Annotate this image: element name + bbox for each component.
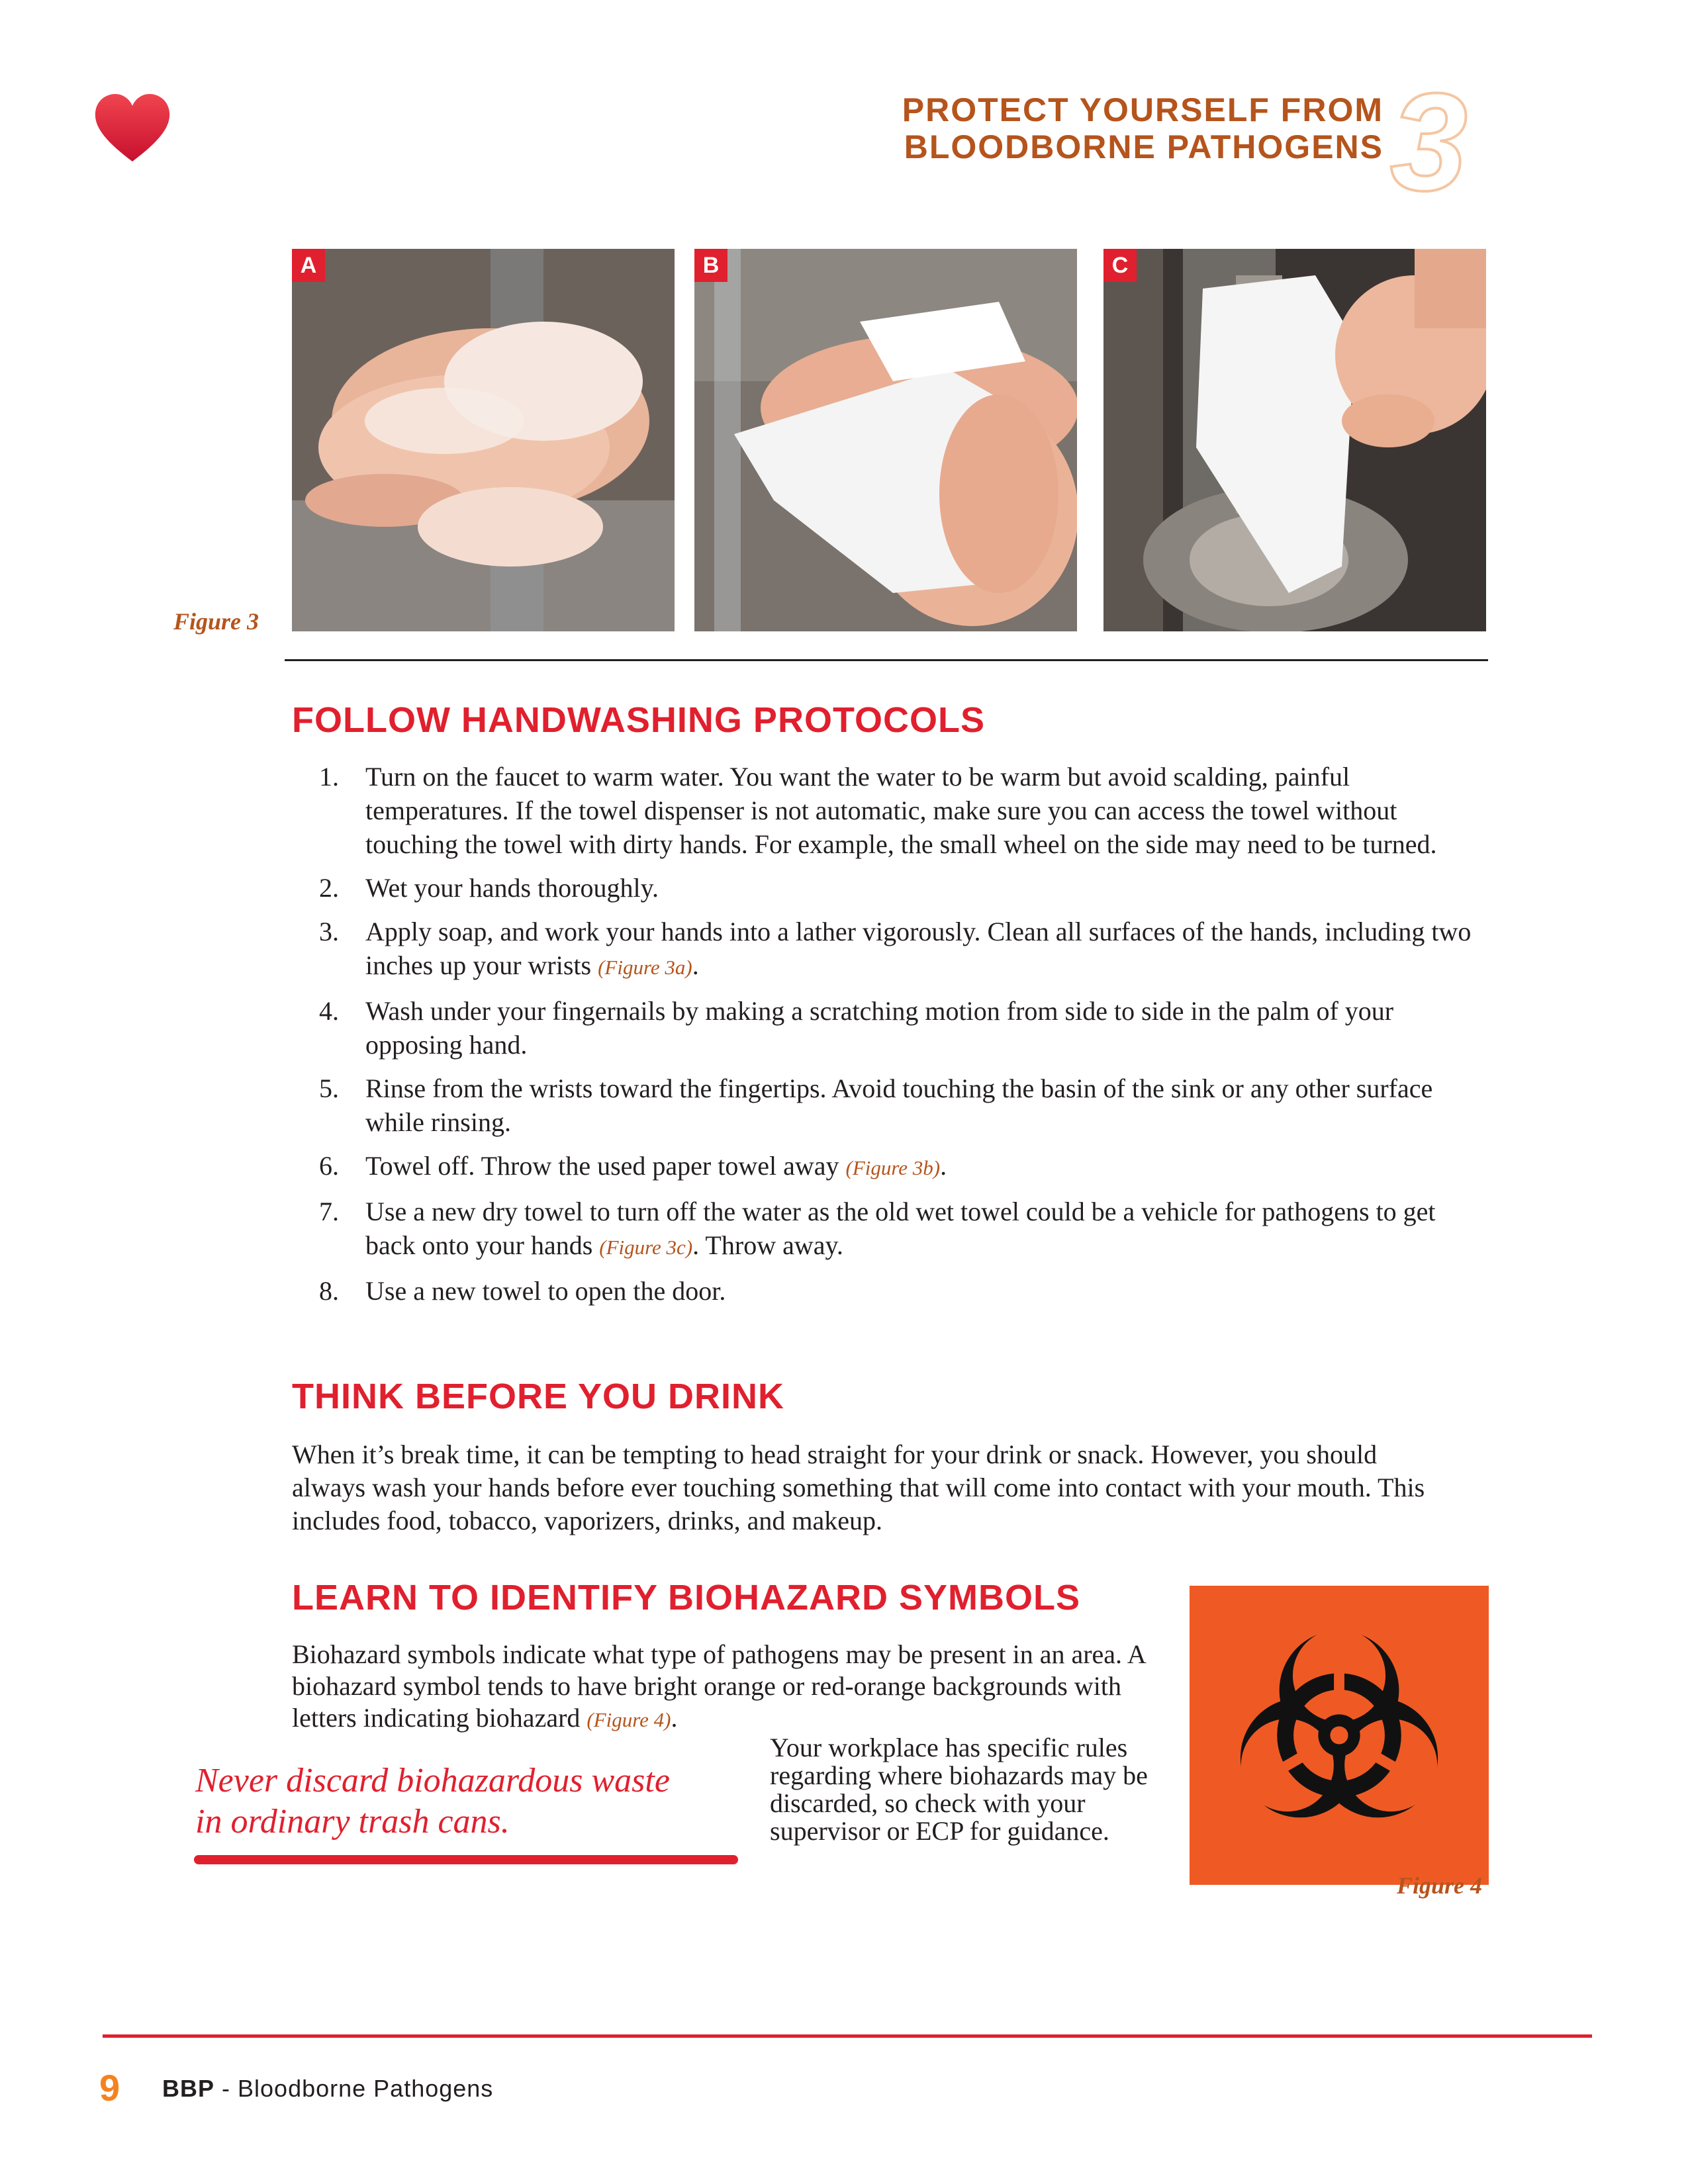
biohazard-paragraph: Biohazard symbols indicate what type of pathogens may be present in an area. A biohazard symbol tends to have bright orange or red-orange backgrounds with letters indicating biohazard (Figure 4). bbox=[292, 1639, 1145, 1733]
footer-rule bbox=[103, 2034, 1592, 2038]
figure-reference: (Figure 4) bbox=[586, 1708, 671, 1731]
page-number: 9 bbox=[99, 2067, 120, 2109]
figure-reference: (Figure 3c) bbox=[599, 1236, 693, 1259]
handwashing-step: 7. Use a new dry towel to turn off the water as the old wet towel could be a vehicle for pathogens to get back onto your hands (Figure 3c). Throw away. bbox=[319, 1197, 1436, 1260]
figure-3-caption: Figure 3 bbox=[173, 608, 259, 635]
chapter-title-line1: PROTECT YOURSELF FROM bbox=[902, 91, 1383, 128]
figure-reference: (Figure 3b) bbox=[845, 1156, 941, 1179]
drink-heading: THINK BEFORE YOU DRINK bbox=[292, 1377, 785, 1416]
figure-3b-tag: B bbox=[694, 249, 727, 282]
chapter-title-line2: BLOODBORNE PATHOGENS bbox=[904, 128, 1383, 165]
footer-title: BBP - Bloodborne Pathogens bbox=[162, 2075, 494, 2102]
handwashing-step: 1. Turn on the faucet to warm water. You want the water to be warm but avoid scalding, painful temperatures. If the towel dispenser is not automatic, make sure you can access the towel without touching the towel with dirty hands. For example, the small wheel on the side may need to be turned. bbox=[319, 762, 1437, 859]
pull-quote: Never discard biohazardous waste in ordinary trash cans. bbox=[195, 1762, 670, 1841]
figure-3c-tag: C bbox=[1103, 249, 1137, 282]
chapter-number: 3 bbox=[1390, 64, 1468, 220]
handwashing-step: 6. Towel off. Throw the used paper towel away (Figure 3b). bbox=[319, 1151, 947, 1181]
figure-reference: (Figure 3a) bbox=[598, 956, 692, 979]
handwashing-step: 8. Use a new towel to open the door. bbox=[319, 1276, 726, 1306]
biohazard-figure bbox=[1190, 1586, 1489, 1885]
handwashing-step: 3. Apply soap, and work your hands into a lather vigorously. Clean all surfaces of the hands, including two inches up your wrists (Figure 3a). bbox=[319, 917, 1472, 980]
handwashing-steps bbox=[291, 760, 1483, 1318]
biohazard-side-note: Your workplace has specific rules regarding where biohazards may be discarded, so check with your supervisor or ECP for guidance. bbox=[770, 1733, 1148, 1846]
pull-quote-underline bbox=[194, 1855, 738, 1864]
figure-3b-photo bbox=[694, 249, 1077, 631]
biohazard-icon bbox=[1190, 1586, 1489, 1885]
biohazard-heading: LEARN TO IDENTIFY BIOHAZARD SYMBOLS bbox=[292, 1578, 1081, 1617]
section-divider bbox=[285, 659, 1488, 661]
figure-3c-photo bbox=[1103, 249, 1486, 631]
figure-3a-tag: A bbox=[292, 249, 325, 282]
figure-4-caption: Figure 4 bbox=[1397, 1872, 1483, 1899]
figure-3a-photo bbox=[292, 249, 675, 631]
handwashing-heading: FOLLOW HANDWASHING PROTOCOLS bbox=[292, 700, 985, 740]
handwashing-step: 2. Wet your hands thoroughly. bbox=[319, 873, 659, 903]
heart-logo-icon bbox=[93, 93, 172, 165]
chapter-title bbox=[902, 91, 1383, 165]
handwashing-step: 4. Wash under your fingernails by making a scratching motion from side to side in the palm of your opposing hand. bbox=[319, 996, 1394, 1060]
handwashing-step: 5. Rinse from the wrists toward the fingertips. Avoid touching the basin of the sink or any other surface while rinsing. bbox=[319, 1073, 1433, 1137]
drink-paragraph: When it’s break time, it can be tempting to head straight for your drink or snack. However, you should always wash your hands before ever touching something that will come into contact with your mouth. This includes food, tobacco, vaporizers, drinks, and makeup. bbox=[292, 1439, 1425, 1535]
